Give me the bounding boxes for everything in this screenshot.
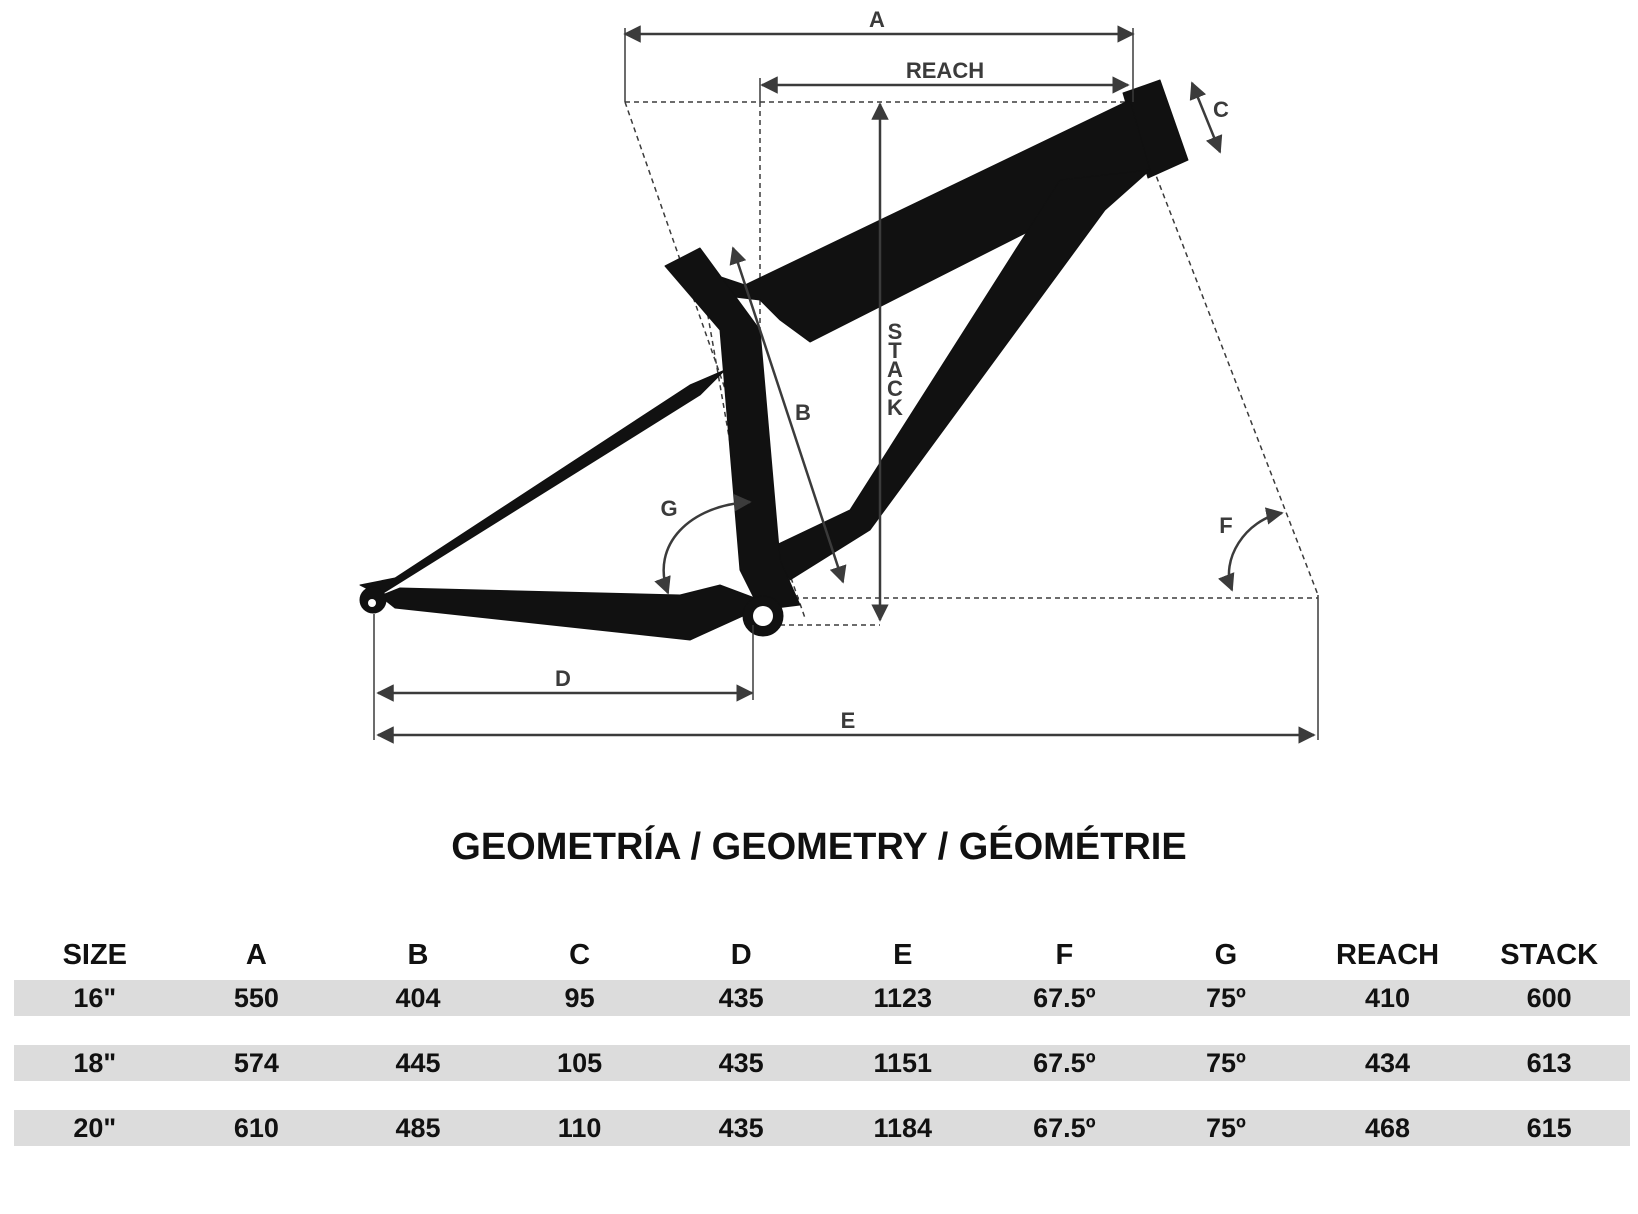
label-d: D — [555, 666, 571, 691]
header-g: G — [1214, 938, 1238, 971]
label-c: C — [1213, 97, 1229, 122]
row-gap — [14, 1016, 1630, 1045]
label-b: B — [795, 400, 811, 425]
header-stack: STACK — [1500, 938, 1599, 971]
cell-e: 1184 — [873, 1112, 933, 1143]
header-e: E — [893, 938, 913, 971]
table-row — [14, 1110, 1630, 1146]
label-a: A — [869, 7, 885, 32]
cell-b: 404 — [395, 982, 441, 1013]
cell-b: 485 — [395, 1112, 441, 1143]
table-header-row — [14, 930, 1630, 980]
label-stack-k: K — [887, 395, 903, 420]
header-reach: REACH — [1335, 938, 1440, 971]
geometry-title: GEOMETRÍA / GEOMETRY / GÉOMÉTRIE — [451, 826, 1187, 868]
header-size: SIZE — [62, 938, 128, 971]
cell-a: 550 — [233, 982, 279, 1013]
bottom-bracket-hole — [753, 606, 773, 626]
cell-stack: 600 — [1526, 982, 1572, 1013]
cell-a: 574 — [233, 1047, 279, 1078]
cell-stack: 613 — [1526, 1047, 1572, 1078]
label-stack-s: S — [887, 319, 903, 344]
cell-c: 110 — [557, 1112, 602, 1143]
geometry-table — [14, 930, 1630, 1146]
cell-a: 610 — [233, 1112, 279, 1143]
cell-g: 75º — [1206, 982, 1246, 1013]
cell-g: 75º — [1206, 1047, 1246, 1078]
cell-g: 75º — [1206, 1112, 1246, 1143]
label-stack-t: T — [888, 338, 902, 363]
header-d: D — [730, 938, 752, 971]
cell-d: 435 — [718, 982, 764, 1013]
cell-reach: 410 — [1365, 982, 1411, 1013]
dropout-hole — [368, 599, 376, 607]
cell-d: 435 — [718, 1047, 764, 1078]
cell-f: 67.5º — [1033, 1112, 1096, 1143]
label-reach: REACH — [905, 58, 985, 83]
header-b: B — [407, 938, 429, 971]
cell-f: 67.5º — [1033, 1047, 1096, 1078]
cell-c: 105 — [557, 1047, 603, 1078]
cell-size: 16" — [73, 982, 117, 1013]
cell-e: 1151 — [873, 1047, 933, 1078]
bike-frame — [360, 80, 1188, 640]
cell-e: 1123 — [873, 982, 933, 1013]
cell-stack: 615 — [1526, 1112, 1572, 1143]
label-stack-a: A — [887, 357, 903, 382]
table-row — [14, 980, 1630, 1016]
table-row — [14, 1045, 1630, 1081]
row-gap — [14, 1081, 1630, 1110]
header-a: A — [245, 938, 267, 971]
header-f: F — [1055, 938, 1074, 971]
cell-reach: 468 — [1365, 1112, 1411, 1143]
cell-reach: 434 — [1365, 1047, 1411, 1078]
cell-b: 445 — [395, 1047, 441, 1078]
cell-d: 435 — [718, 1112, 764, 1143]
cell-size: 18" — [73, 1047, 117, 1078]
label-f: F — [1219, 513, 1233, 538]
cell-f: 67.5º — [1033, 982, 1096, 1013]
header-c: C — [569, 938, 591, 971]
cell-c: 95 — [564, 982, 595, 1013]
label-e: E — [840, 708, 856, 733]
cell-size: 20" — [73, 1112, 117, 1143]
construction-lines — [380, 102, 1318, 625]
label-g: G — [660, 496, 678, 521]
label-stack-c: C — [887, 376, 903, 401]
